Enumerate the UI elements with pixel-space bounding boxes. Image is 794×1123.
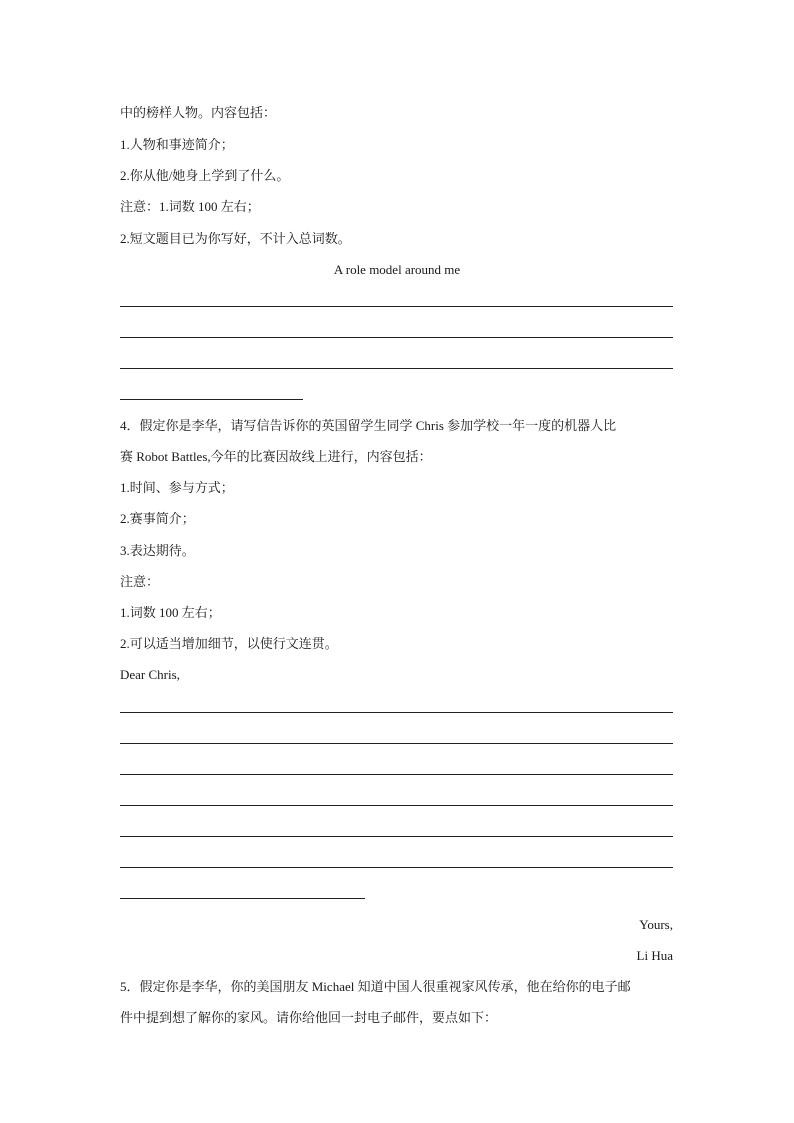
answer-line [120,743,673,744]
letter-closing: Yours, [639,917,673,932]
question-4-prompt-line-1: 4．假定你是李华，请写信告诉你的英国留学生同学 Chris 参加学校一年一度的机器人比 [120,418,617,433]
question-4-note-1: 1.词数 100 左右； [120,605,221,620]
question-5-prompt-line-2: 件中提到想了解你的家风。请你给他回一封电子邮件，要点如下： [120,1010,498,1025]
answer-line [120,805,673,806]
question-5-prompt-line-1: 5．假定你是李华，你的美国朋友 Michael 知道中国人很重视家风传承，他在给你的电子邮 [120,979,631,994]
question-4-point-3: 3.表达期待。 [120,543,195,558]
answer-line [120,867,673,868]
section3-point-2: 2.你从他/她身上学到了什么。 [120,168,290,183]
letter-signature: Li Hua [636,948,673,963]
answer-line [120,337,673,338]
answer-line-short [120,399,303,400]
answer-line [120,306,673,307]
essay-title: A role model around me [333,262,461,277]
section3-point-1: 1.人物和事迹简介； [120,137,234,152]
question-4-note-2: 2.可以适当增加细节，以使行文连贯。 [120,636,338,651]
section3-note-2: 2.短文题目已为你写好，不计入总词数。 [120,231,351,246]
answer-line-short [120,898,365,899]
answer-line [120,774,673,775]
question-4-point-2: 2.赛事简介； [120,511,195,526]
letter-salutation: Dear Chris, [120,667,180,682]
question-4-prompt-line-2: 赛 Robot Battles,今年的比赛因故线上进行，内容包括： [120,449,432,464]
question-4-note-label: 注意： [120,574,160,589]
answer-line [120,712,673,713]
answer-line [120,836,673,837]
section3-note-1: 注意：1.词数 100 左右； [120,199,260,214]
answer-line [120,368,673,369]
section3-intro: 中的榜样人物。内容包括： [120,105,277,120]
question-4-point-1: 1.时间、参与方式； [120,480,234,495]
